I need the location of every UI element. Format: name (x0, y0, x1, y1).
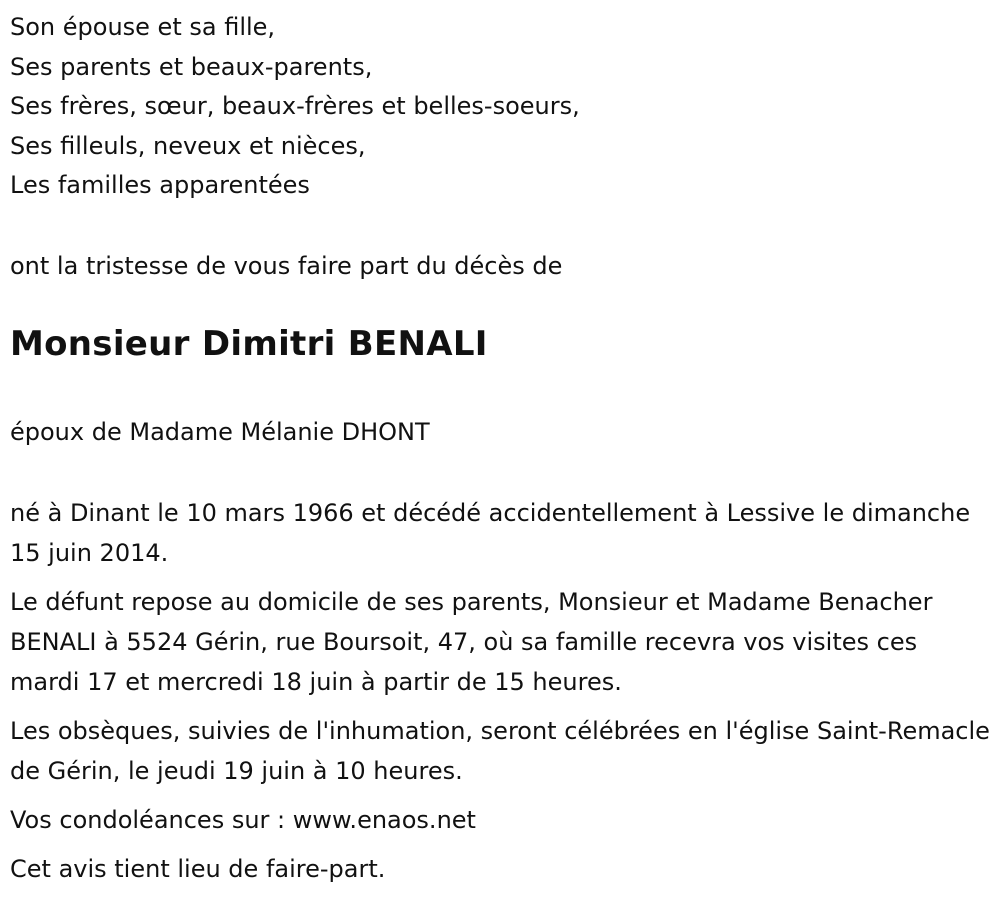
repose-paragraph: Le défunt repose au domicile de ses parents, Monsieur et Madame Benacher BENALI à 5524 Gérin, rue Boursoit, 47, où sa famille recevra vos visites ces mardi 17 et mercredi 18 juin à partir de 15 heures. (10, 587, 933, 696)
funeral-paragraph: Les obsèques, suivies de l'inhumation, seront célébrées en l'église Saint-Remacle de Gérin, le jeudi 19 juin à 10 heures. (10, 716, 990, 785)
family-line: Les familles apparentées (10, 171, 310, 199)
family-line: Ses filleuls, neveux et nièces, (10, 131, 366, 160)
condolences-paragraph: Vos condoléances sur : www.enaos.net (10, 805, 476, 834)
family-line: Ses frères, sœur, beaux-frères et belles-soeurs, (10, 92, 580, 120)
family-line: Son épouse et sa fille, (10, 13, 276, 41)
intro-text: ont la tristesse de vous faire part du décès de (10, 251, 563, 280)
family-line: Ses parents et beaux-parents, (10, 52, 373, 81)
birth-paragraph: né à Dinant le 10 mars 1966 et décédé accidentellement à Lessive le dimanche 15 juin 2014. (10, 498, 971, 567)
deceased-name: Monsieur Dimitri BENALI (10, 323, 488, 364)
family-list (10, 8, 990, 206)
closing-paragraph: Cet avis tient lieu de faire-part. (10, 854, 386, 883)
spouse-text: époux de Madame Mélanie DHONT (10, 417, 430, 446)
